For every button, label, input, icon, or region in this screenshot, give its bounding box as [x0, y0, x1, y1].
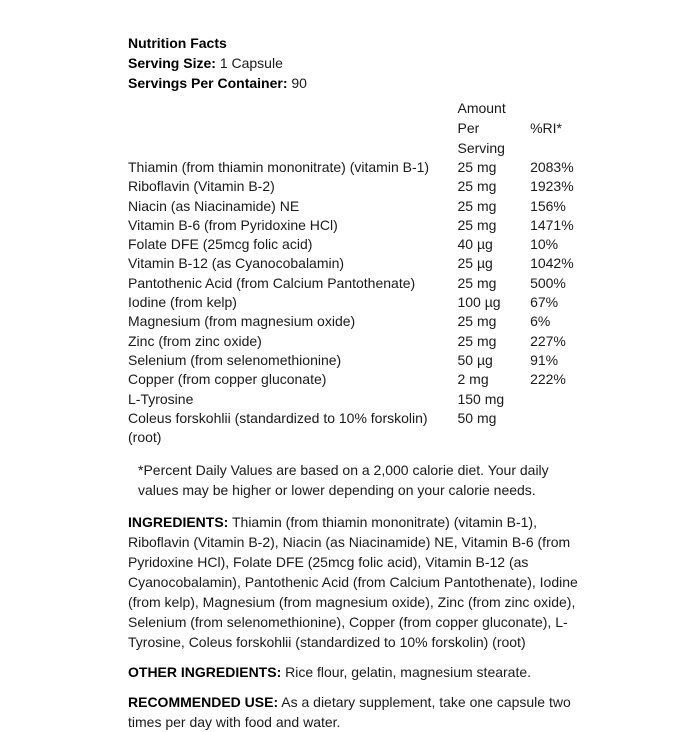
nutrient-ri: 222%	[530, 371, 566, 388]
table-row	[128, 390, 580, 409]
recommended-use-text: As a dietary supplement, take one capsule two times per day with food and water.	[128, 694, 571, 731]
nutrient-ri: 227%	[530, 332, 566, 349]
nutrient-amount: 25 mg	[457, 274, 497, 291]
nutrient-name: Riboflavin (Vitamin B-2)	[128, 178, 275, 195]
serving-size-value: 1 Capsule	[219, 55, 283, 71]
nutrient-name: Coleus forskohlii (standardized to 10% forskolin) (root)	[128, 409, 428, 446]
servings-per-container-label: Servings Per Container:	[128, 75, 288, 91]
nutrient-ri: 10%	[530, 236, 559, 253]
table-header-row	[128, 98, 580, 158]
table-row	[128, 177, 580, 196]
ingredients-section	[128, 512, 580, 652]
nutrition-facts-title: Nutrition Facts	[128, 35, 227, 51]
nutrient-name: Copper (from copper gluconate)	[128, 371, 327, 388]
nutrient-name: Thiamin (from thiamin mononitrate) (vitamin B-1)	[128, 159, 430, 175]
table-row	[128, 370, 580, 389]
nutrient-name: Vitamin B-6 (from Pyridoxine HCl)	[128, 216, 338, 233]
table-row	[128, 254, 580, 273]
nutrient-name: Iodine (from kelp)	[128, 294, 237, 311]
servings-per-container-value: 90	[291, 75, 307, 91]
nutrient-amount: 100 µg	[457, 294, 501, 311]
nutrient-amount: 25 mg	[457, 313, 497, 330]
table-row	[128, 409, 580, 448]
nutrient-ri: 156%	[530, 197, 566, 214]
nutrient-amount: 2 mg	[457, 371, 489, 388]
table-row	[128, 216, 580, 235]
nutrient-name: Vitamin B-12 (as Cyanocobalamin)	[128, 255, 345, 272]
recommended-use-section	[128, 692, 580, 732]
nutrient-ri: 67%	[530, 294, 559, 311]
nutrient-ri: 6%	[530, 313, 551, 330]
nutrient-name: Pantothenic Acid (from Calcium Pantothenate)	[128, 274, 416, 291]
other-ingredients-label: OTHER INGREDIENTS:	[128, 664, 282, 681]
nutrient-amount: 25 mg	[457, 159, 497, 175]
other-ingredients-text: Rice flour, gelatin, magnesium stearate.	[285, 664, 532, 681]
nutrient-amount: 25 µg	[457, 255, 493, 272]
table-row	[128, 197, 580, 216]
other-ingredients-section	[128, 662, 580, 682]
nutrient-amount: 25 mg	[457, 197, 497, 214]
nutrition-facts-panel	[128, 33, 580, 732]
table-row	[128, 312, 580, 331]
nutrient-ri	[530, 390, 580, 409]
nutrient-amount: 25 mg	[457, 332, 497, 349]
table-row	[128, 274, 580, 293]
nutrient-name: Selenium (from selenomethionine)	[128, 351, 342, 368]
table-row	[128, 235, 580, 254]
nutrient-ri: 1471%	[530, 216, 574, 233]
nutrient-amount: 50 mg	[457, 409, 497, 426]
recommended-use-label: RECOMMENDED USE:	[128, 694, 279, 711]
nutrient-amount: 150 mg	[457, 390, 505, 407]
servings-per-container	[128, 73, 580, 93]
ri-column-header: %RI*	[530, 120, 562, 136]
serving-size	[128, 53, 580, 73]
daily-values-footnote: *Percent Daily Values are based on a 2,000 calorie diet. Your daily values may be higher or lower depending on your calorie needs.	[138, 462, 549, 499]
nutrient-name: Zinc (from zinc oxide)	[128, 332, 262, 349]
ingredients-label: INGREDIENTS:	[128, 514, 229, 531]
ingredients-text: Thiamin (from thiamin mononitrate) (vitamin B-1), Riboflavin (Vitamin B-2), Niacin (as Niacinamide) NE, Vitamin B-6 (from Pyridoxine HCl), Folate DFE (25mcg folic acid), Vitamin B-12 (as Cyanocobalamin), Pantothenic Acid (from Calcium Pantothenate), Iodine (from kelp), Magnesium (from magnesium oxide), Zinc (from zinc oxide), Selenium (from selenomethionine), Copper (from copper gluconate), L-Tyrosine, Coleus forskohlii (standardized to 10% forskolin) (root)	[128, 514, 578, 651]
nutrient-amount: 25 mg	[457, 216, 497, 233]
nutrient-column-header	[128, 98, 457, 158]
amount-column-header: Amount Per Serving	[457, 100, 506, 156]
table-row	[128, 293, 580, 312]
nutrient-ri: 500%	[530, 274, 566, 291]
nutrient-amount: 40 µg	[457, 236, 493, 253]
nutrient-amount: 25 mg	[457, 178, 497, 195]
nutrient-ri: 2083%	[530, 159, 574, 175]
nutrient-name: Magnesium (from magnesium oxide)	[128, 313, 356, 330]
nutrient-name: Folate DFE (25mcg folic acid)	[128, 236, 313, 253]
nutrient-ri	[530, 409, 580, 448]
nutrition-table	[128, 98, 580, 447]
nutrient-name: L-Tyrosine	[128, 390, 194, 407]
nutrient-ri: 1042%	[530, 255, 574, 272]
table-row	[128, 351, 580, 370]
table-row	[128, 158, 580, 177]
nutrient-amount: 50 µg	[457, 351, 493, 368]
nutrient-ri: 1923%	[530, 178, 574, 195]
serving-size-label: Serving Size:	[128, 55, 216, 71]
nutrient-name: Niacin (as Niacinamide) NE	[128, 197, 300, 214]
table-row	[128, 332, 580, 351]
nutrient-ri: 91%	[530, 351, 559, 368]
